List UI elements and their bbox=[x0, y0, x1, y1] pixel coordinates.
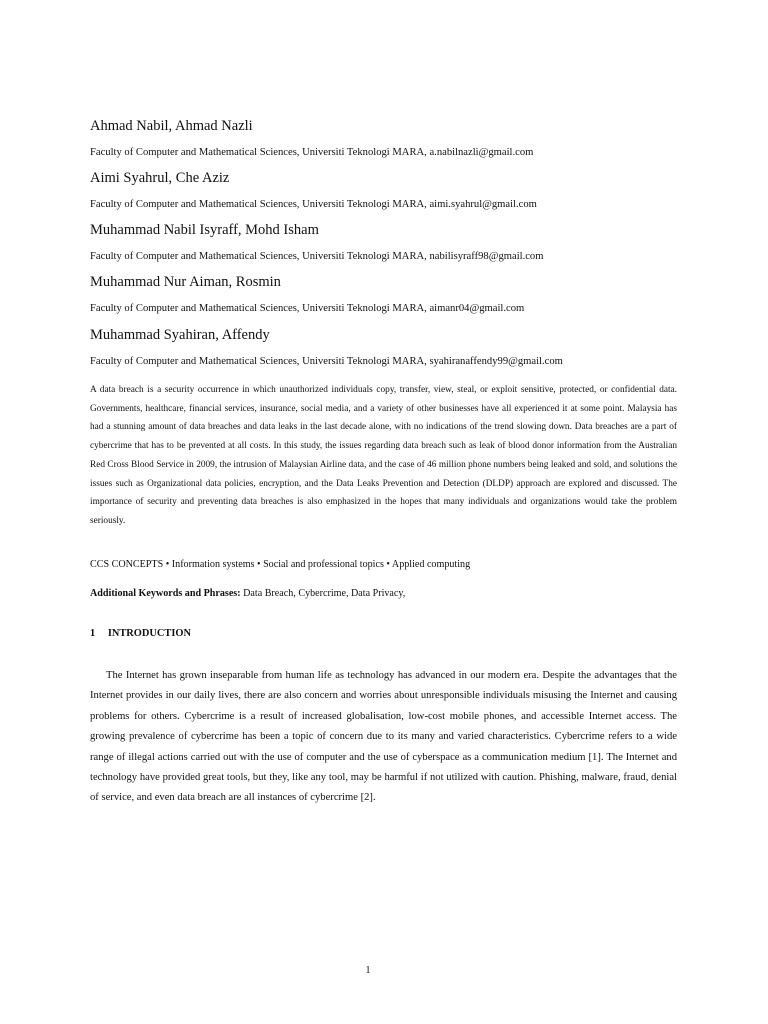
author-affiliation-4: Faculty of Computer and Mathematical Sciences, Universiti Teknologi MARA, aimanr04@gmail.com bbox=[90, 303, 525, 314]
author-name-5: Muhammad Syahiran, Affendy bbox=[90, 327, 270, 343]
section-number: 1 bbox=[90, 628, 96, 639]
ccs-concepts: CCS CONCEPTS • Information systems • Social and professional topics • Applied computing bbox=[90, 559, 471, 570]
author-name-1: Ahmad Nabil, Ahmad Nazli bbox=[90, 118, 253, 134]
introduction-paragraph: The Internet has grown inseparable from human life as technology has advanced in our modern era. Despite the advantages that the Internet provides in our daily lives, there are also concern and worries about unresponsible individuals misusing the Internet and causing problems for others. Cybercrime is a result of increased globalisation, low-cost mobile phones, and accessible Internet access. The growing prevalence of cybercrime has been a topic of concern due to its many and varied characteristics. Cybercrime refers to a wide range of illegal actions carried out with the use of computer and the use of cyberspace as a communication medium [1]. The Internet and technology have provided great tools, but they, like any tool, may be harmful if not utilized with caution. Phishing, malware, fraud, denial of service, and even data breach are all instances of cybercrime [2]. bbox=[90, 670, 677, 804]
section-title: INTRODUCTION bbox=[107, 628, 191, 639]
author-name-2: Aimi Syahrul, Che Aziz bbox=[90, 170, 230, 186]
page-number: 1 bbox=[365, 965, 371, 976]
abstract-text: A data breach is a security occurrence in which unauthorized individuals copy, transfer, view, steal, or exploit sensitive, protected, or confidential data. Governments, healthcare, financial services, insurance, social media, and a variety of other businesses have all experienced it at some point. Malaysia has had a stunning amount of data breaches and data leaks in the last decade alone, with no indications of the trend slowing down. Data breaches are a part of cybercrime that has to be prevented at all costs. In this study, the issues regarding data breach such as leak of blood donor information from the Australian Red Cross Blood Service in 2009, the intrusion of Malaysian Airline data, and the case of 46 million phone numbers being leaked and sold, and solutions the issues such as Organizational data policies, encryption, and the Data Leaks Prevention and Detection (DLDP) approach are explored and discussed. The importance of security and preventing data breaches is also emphasized in the hopes that many individuals and organizations would take the problem seriously. bbox=[90, 385, 677, 526]
keywords-label: Additional Keywords and Phrases: bbox=[90, 588, 241, 599]
author-name-3: Muhammad Nabil Isyraff, Mohd Isham bbox=[90, 222, 319, 238]
author-affiliation-5: Faculty of Computer and Mathematical Sciences, Universiti Teknologi MARA, syahiranaffendy99@gmail.com bbox=[90, 356, 563, 367]
author-affiliation-1: Faculty of Computer and Mathematical Sciences, Universiti Teknologi MARA, a.nabilnazli@gmail.com bbox=[90, 147, 534, 158]
author-affiliation-3: Faculty of Computer and Mathematical Sciences, Universiti Teknologi MARA, nabilisyraff98@gmail.com bbox=[90, 251, 544, 262]
keywords-value: Data Breach, Cybercrime, Data Privacy, bbox=[243, 588, 406, 599]
author-name-4: Muhammad Nur Aiman, Rosmin bbox=[90, 274, 281, 290]
keywords bbox=[90, 587, 405, 601]
author-affiliation-2: Faculty of Computer and Mathematical Sciences, Universiti Teknologi MARA, aimi.syahrul@gmail.com bbox=[90, 199, 537, 210]
section-heading-introduction bbox=[90, 627, 191, 641]
